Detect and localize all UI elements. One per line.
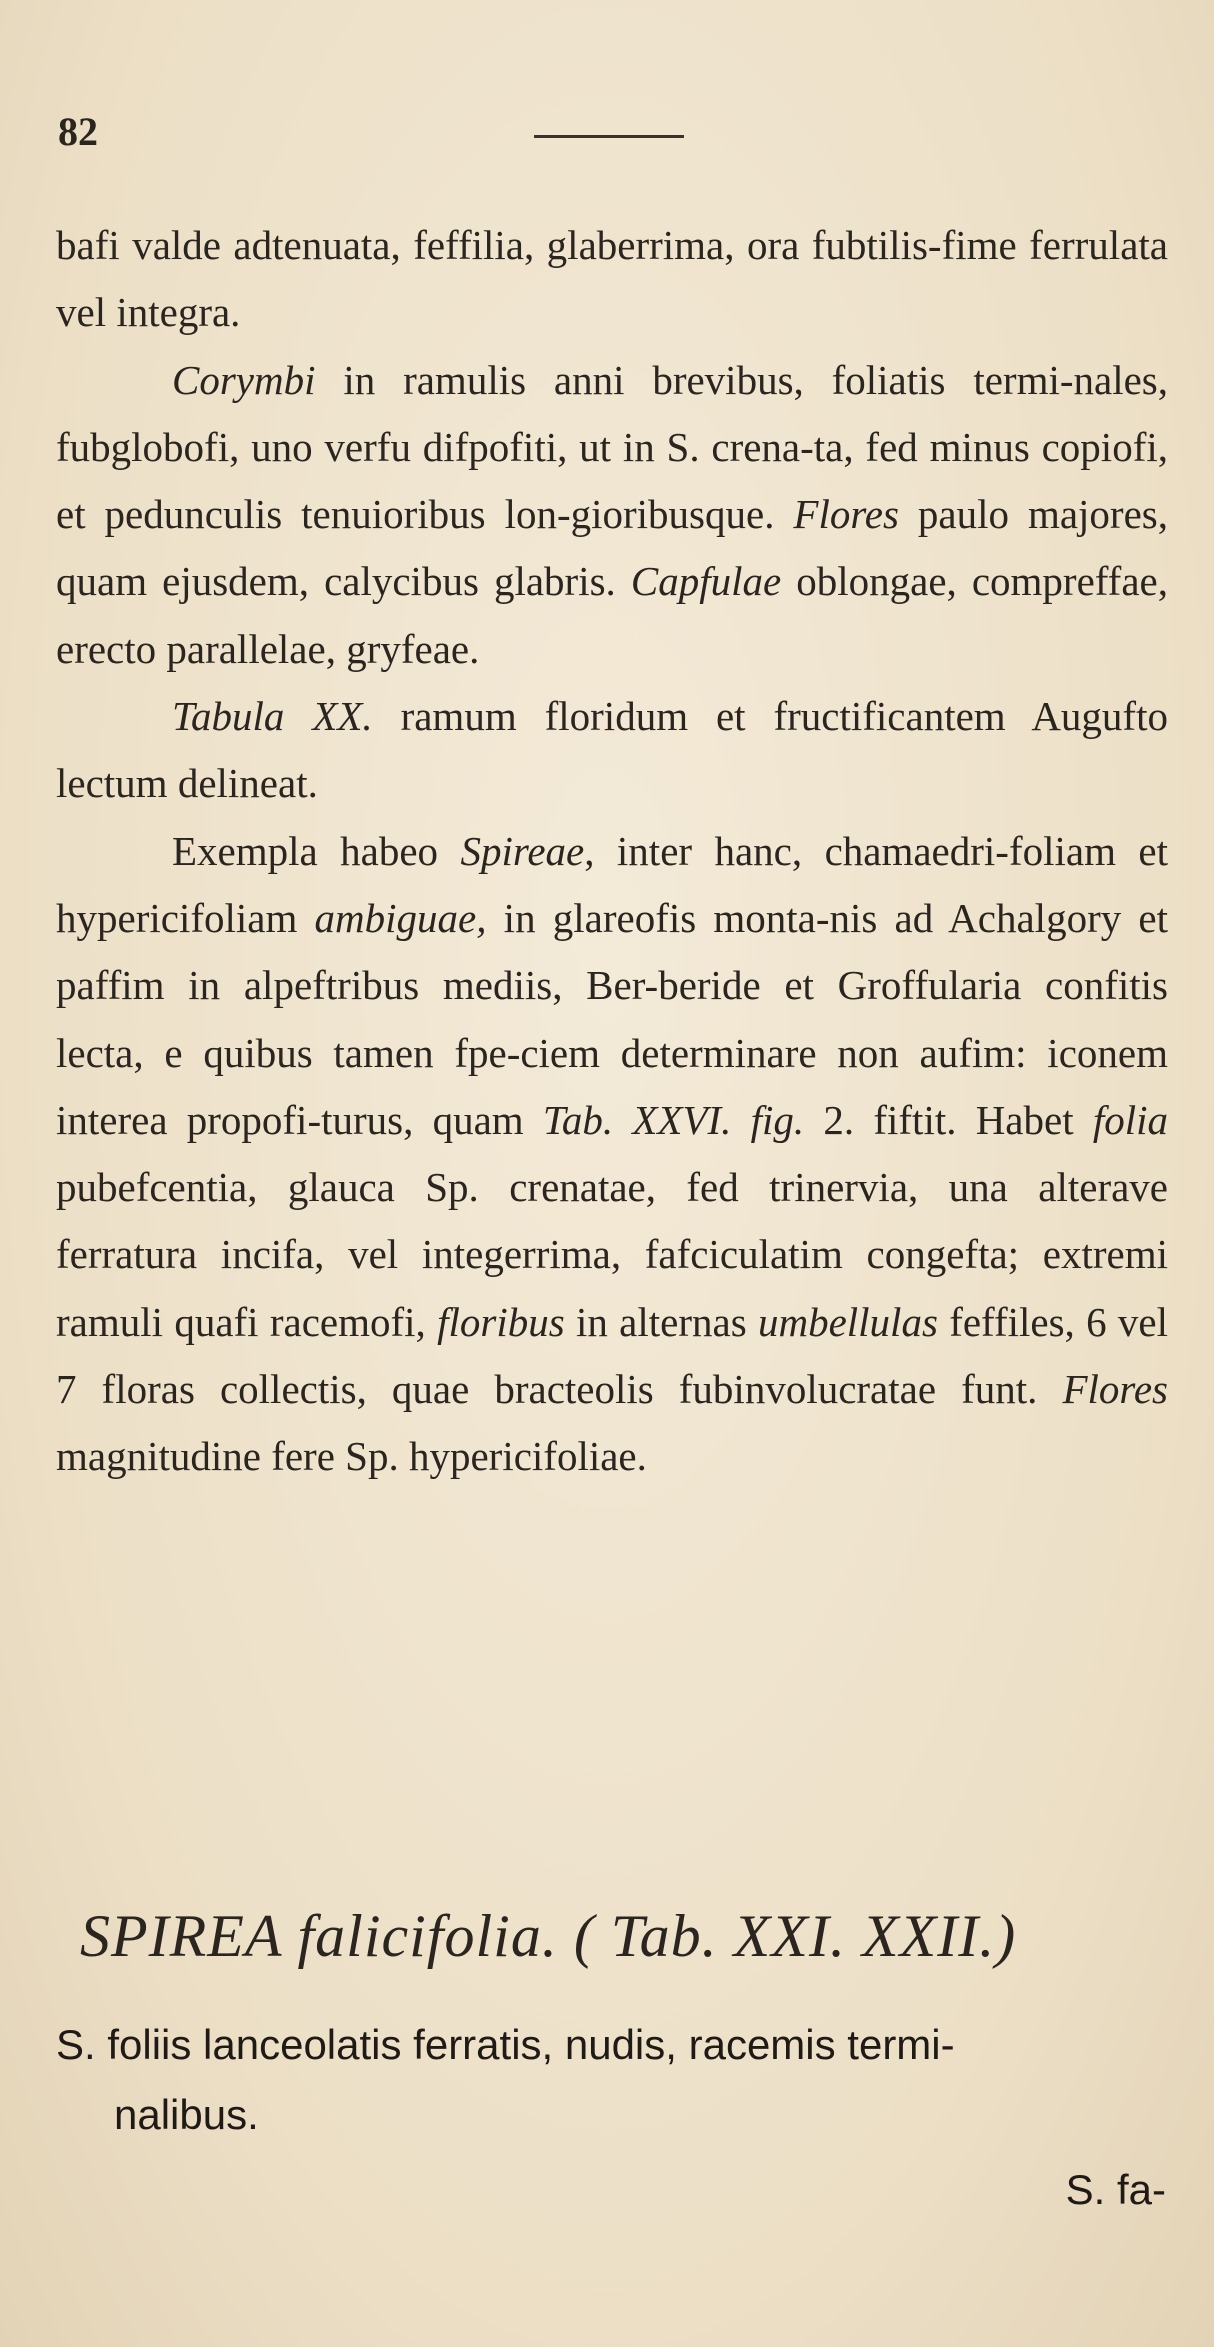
italic-term: Flores — [793, 491, 899, 538]
text-run: 2. fiftit. Habet — [804, 1096, 1093, 1143]
text-run: pubefcentia, glauca Sp. crenatae, fed trinervia, una alterave ferratura incifa, vel integerrima, fafciculatim congefta; extremi ramuli quafi racemofi, — [56, 1164, 1168, 1345]
catchword: S. fa- — [1065, 2166, 1166, 2213]
paragraph-2 — [56, 347, 1168, 683]
page-number: 82 — [58, 109, 98, 154]
italic-term: Corymbi — [172, 356, 316, 403]
text-run: ramum floridum et fructificantem Augufto lectum delineat. — [56, 693, 1168, 807]
italic-term: Spireae — [460, 827, 585, 874]
paragraph-4 — [56, 818, 1168, 1491]
diagnosis-line-1: S. foliis lanceolatis ferratis, nudis, racemis termi- — [56, 2021, 955, 2068]
text-run: paulo majores, quam ejusdem, calycibus glabris. — [56, 491, 1168, 605]
text-run: magnitudine fere Sp. hypericifoliae. — [56, 1433, 647, 1480]
italic-term: floribus — [437, 1298, 565, 1345]
text-run: in ramulis anni brevibus, foliatis termi-nales, fubglobofi, uno verfu difpofiti, ut in S. crena-ta, fed minus copiofi, et pedunculis tenuioribus lon-gioribusque. — [56, 356, 1168, 538]
italic-term: Flores — [1062, 1366, 1168, 1413]
header-rule — [534, 135, 684, 138]
species-diagnosis — [56, 2010, 1176, 2150]
italic-term: folia — [1092, 1096, 1168, 1143]
body-text — [56, 212, 1168, 1491]
diagnosis-line-2: nalibus. — [114, 2091, 259, 2138]
text-run: , inter hanc, chamaedri-foliam et hypericifoliam — [56, 827, 1168, 941]
italic-term: Capfulae — [630, 558, 782, 605]
italic-term: umbellulas — [757, 1298, 938, 1345]
italic-term: ambiguae, — [314, 894, 487, 941]
text-run: oblongae, compreffae, erecto parallelae, gryfeae. — [56, 558, 1168, 672]
paragraph-3 — [56, 683, 1168, 818]
paragraph-1 — [56, 212, 1168, 347]
text-run: Exempla habeo — [172, 827, 461, 874]
text-run: in alternas — [564, 1298, 758, 1345]
text-run: bafi valde adtenuata, feffilia, glaberrima, ora fubtilis-fime ferrulata vel integra. — [56, 222, 1168, 336]
species-heading: SPIREA falicifolia. ( Tab. XXI. XXII.) — [80, 1903, 1017, 1969]
italic-term: Tab. XXVI. fig. — [542, 1096, 805, 1143]
text-run: feffiles, 6 vel 7 floras collectis, quae bracteolis fubinvolucratae funt. — [56, 1298, 1168, 1413]
italic-term: Tabula XX. — [172, 693, 373, 740]
text-run: in glareofis monta-nis ad Achalgory et paffim in alpeftribus mediis, Ber-beride et Groffularia confitis lecta, e quibus tamen fpe-ciem determinare non aufim: iconem interea propofi-turus, quam — [56, 894, 1168, 1143]
